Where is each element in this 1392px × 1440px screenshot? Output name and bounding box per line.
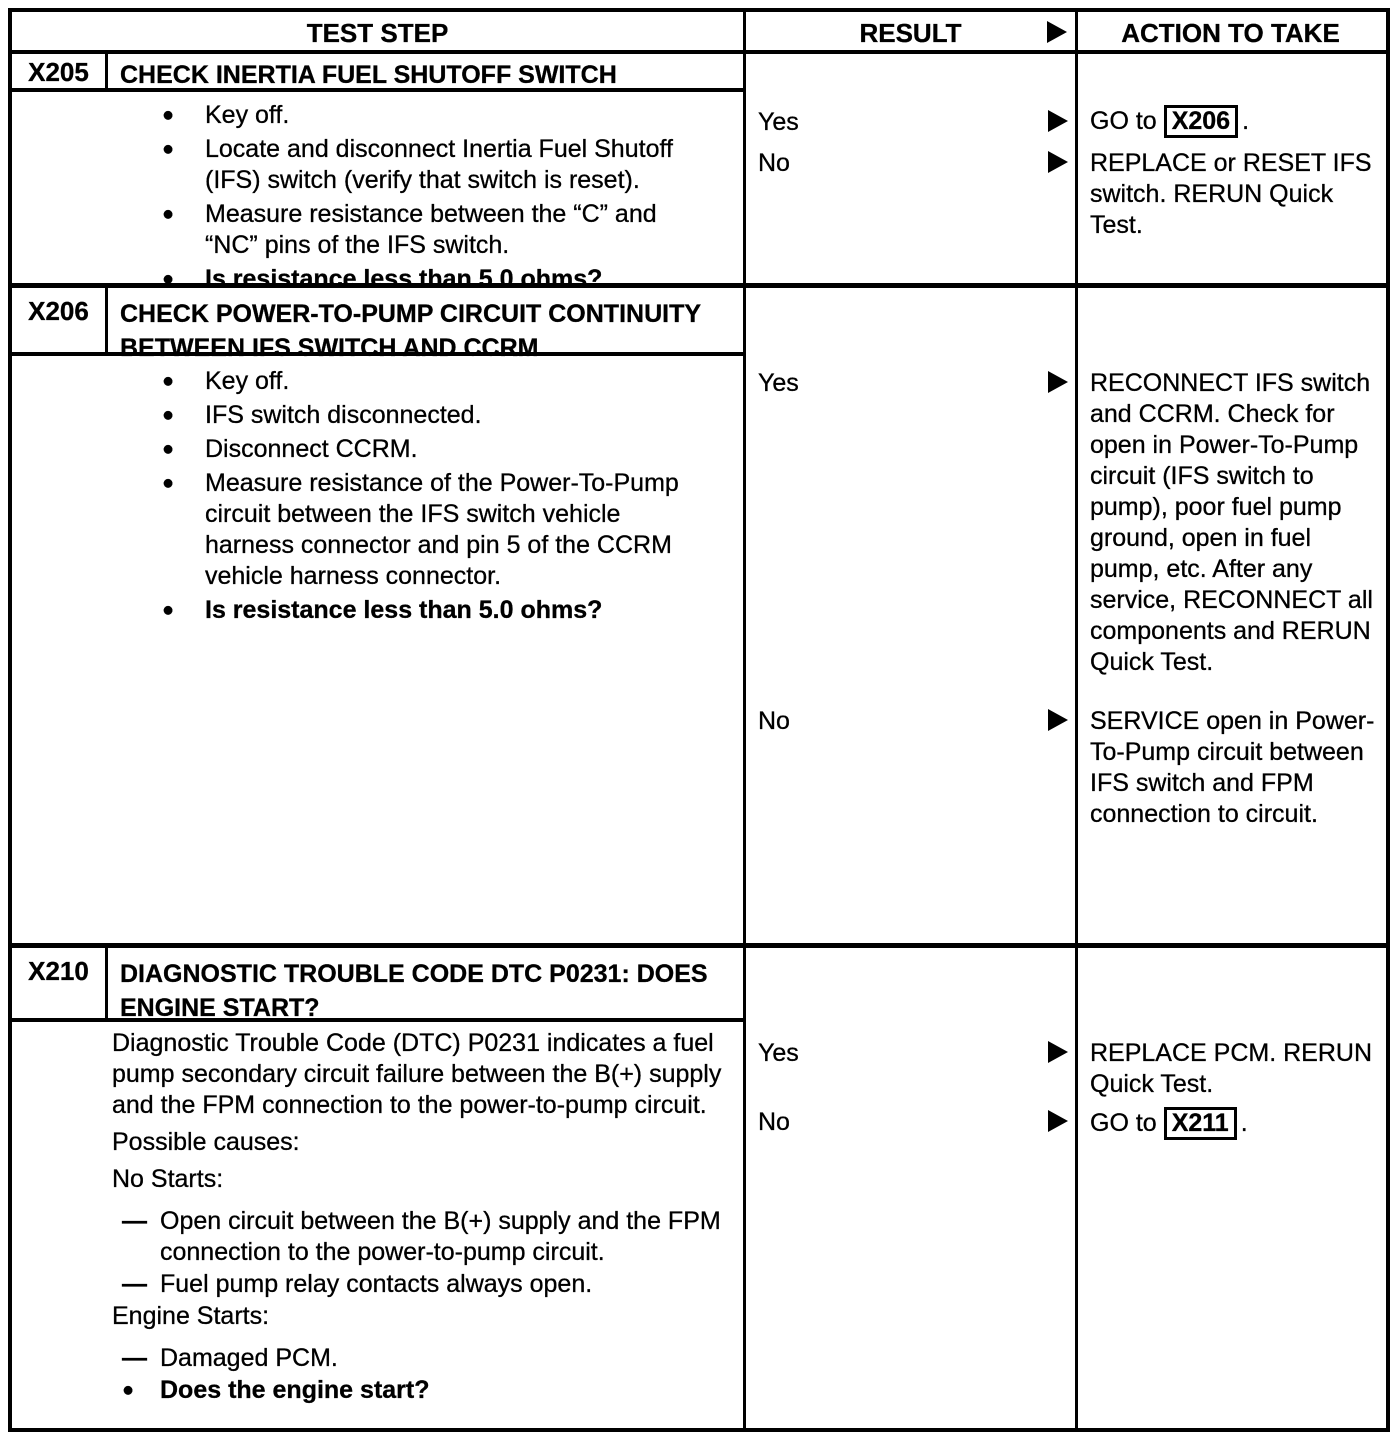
bullet-icon: ●	[162, 104, 175, 126]
instruction-bullet	[150, 468, 710, 592]
right-arrow-icon	[1048, 110, 1068, 132]
step-id-divider	[105, 54, 108, 88]
cause-item	[112, 1269, 740, 1300]
header-test-step: TEST STEP	[306, 18, 449, 48]
bullet-icon: ●	[162, 370, 175, 392]
section-divider	[12, 943, 1386, 948]
instruction-bullet	[150, 134, 710, 196]
result-label: Yes	[758, 369, 799, 397]
header-result-label: RESULT	[859, 18, 962, 48]
question-text: Is resistance less than 5.0 ohms?	[205, 265, 603, 293]
result-yes-x210	[758, 1038, 1070, 1068]
dash-icon: —	[122, 1207, 147, 1235]
cause-text: Fuel pump relay contacts always open.	[160, 1270, 593, 1298]
cause-text: Damaged PCM.	[160, 1344, 338, 1372]
result-label: No	[758, 1108, 790, 1136]
result-no-x205	[758, 148, 1070, 178]
bullet-icon: ●	[162, 404, 175, 426]
cause-text: Open circuit between the B(+) supply and the FPM connection to the power-to-pump circuit.	[160, 1207, 721, 1266]
instruction-text: Measure resistance of the Power-To-Pump circuit between the IFS switch vehicle harness connector and pin 5 of the CCRM vehicle harness connector.	[205, 469, 679, 590]
result-label: Yes	[758, 108, 799, 136]
instruction-text: Locate and disconnect Inertia Fuel Shutoff (IFS) switch (verify that switch is reset).	[205, 135, 673, 194]
header-underline	[12, 50, 1386, 54]
action-text: .	[1242, 107, 1250, 135]
right-arrow-icon	[1048, 1110, 1068, 1132]
right-arrow-icon	[1048, 151, 1068, 173]
action-text: GO to	[1090, 107, 1157, 135]
result-yes-x206	[758, 368, 1070, 398]
action-yes-x206: RECONNECT IFS switch and CCRM. Check for open in Power-To-Pump circuit (IFS switch to pump), poor fuel pump ground, open in fuel pump, etc. After any service, RECONNECT all components and RERUN Quick Test.	[1090, 369, 1373, 676]
step-id-x205: X205	[28, 57, 89, 87]
step-id-divider	[105, 948, 108, 1018]
result-label: Yes	[758, 1039, 799, 1067]
instruction-bullet	[150, 199, 710, 261]
right-arrow-icon	[1047, 21, 1067, 43]
instruction-text: Measure resistance between the “C” and “NC” pins of the IFS switch.	[205, 200, 657, 259]
right-arrow-icon	[1048, 1041, 1068, 1063]
action-no-x206: SERVICE open in Power-To-Pump circuit between IFS switch and FPM connection to circuit.	[1090, 707, 1375, 828]
instruction-text: Key off.	[205, 367, 290, 395]
instruction-bullet	[150, 366, 710, 397]
step-id-x210: X210	[28, 956, 89, 986]
no-starts-label: No Starts:	[112, 1165, 224, 1193]
result-label: No	[758, 707, 790, 735]
column-divider	[743, 12, 746, 1428]
dash-icon: —	[122, 1270, 147, 1298]
instruction-text: Disconnect CCRM.	[205, 435, 418, 463]
dtc-description: Diagnostic Trouble Code (DTC) P0231 indicates a fuel pump secondary circuit failure between the B(+) supply and the FPM connection to the power-to-pump circuit.	[112, 1029, 722, 1119]
bullet-icon: ●	[162, 268, 175, 290]
column-divider	[1075, 12, 1078, 1428]
result-no-x210	[758, 1107, 1070, 1137]
engine-starts-label: Engine Starts:	[112, 1302, 270, 1330]
step-title-x210: DIAGNOSTIC TROUBLE CODE DTC P0231: DOES ENGINE START?	[120, 960, 708, 1022]
step-reference-box: X211	[1164, 1107, 1237, 1140]
step-title-x205: CHECK INERTIA FUEL SHUTOFF SWITCH	[120, 61, 617, 89]
result-no-x206	[758, 706, 1070, 736]
right-arrow-icon	[1048, 709, 1068, 731]
question-text: Does the engine start?	[160, 1376, 430, 1404]
action-no-x205: REPLACE or RESET IFS switch. RERUN Quick Test.	[1090, 149, 1372, 239]
possible-causes-label: Possible causes:	[112, 1128, 300, 1156]
bullet-icon: ●	[122, 1379, 135, 1401]
instruction-bullet	[150, 100, 710, 131]
instruction-bullet	[150, 595, 710, 626]
cause-item	[112, 1206, 740, 1268]
action-no-x210	[1090, 1107, 1378, 1140]
action-text: GO to	[1090, 1109, 1157, 1137]
step-reference-box: X206	[1164, 105, 1238, 138]
test-step-description-x210	[112, 1028, 740, 1406]
action-text: .	[1240, 1109, 1248, 1137]
header-result	[746, 18, 1075, 48]
action-yes-x210: REPLACE PCM. RERUN Quick Test.	[1090, 1039, 1372, 1098]
test-step-instructions-x206	[150, 366, 710, 629]
bullet-icon: ●	[162, 138, 175, 160]
test-step-instructions-x205	[150, 100, 710, 298]
question-text: Is resistance less than 5.0 ohms?	[205, 596, 603, 624]
step-id-divider	[105, 288, 108, 352]
right-arrow-icon	[1048, 371, 1068, 393]
step-title-x206: CHECK POWER-TO-PUMP CIRCUIT CONTINUITY BETWEEN IFS SWITCH AND CCRM	[120, 300, 701, 362]
instruction-text: Key off.	[205, 101, 290, 129]
result-yes-x205	[758, 107, 1070, 137]
action-yes-x205	[1090, 105, 1378, 138]
instruction-bullet	[150, 434, 710, 465]
question-bullet	[112, 1375, 740, 1406]
instruction-bullet	[150, 400, 710, 431]
cause-item	[112, 1343, 740, 1374]
instruction-bullet	[150, 264, 710, 295]
bullet-icon: ●	[162, 472, 175, 494]
pinpoint-test-table	[8, 8, 1390, 1432]
step-id-x206: X206	[28, 296, 89, 326]
result-label: No	[758, 149, 790, 177]
bullet-icon: ●	[162, 438, 175, 460]
bullet-icon: ●	[162, 203, 175, 225]
instruction-text: IFS switch disconnected.	[205, 401, 482, 429]
header-action-to-take: ACTION TO TAKE	[1121, 18, 1340, 48]
dash-icon: —	[122, 1344, 147, 1372]
bullet-icon: ●	[162, 599, 175, 621]
